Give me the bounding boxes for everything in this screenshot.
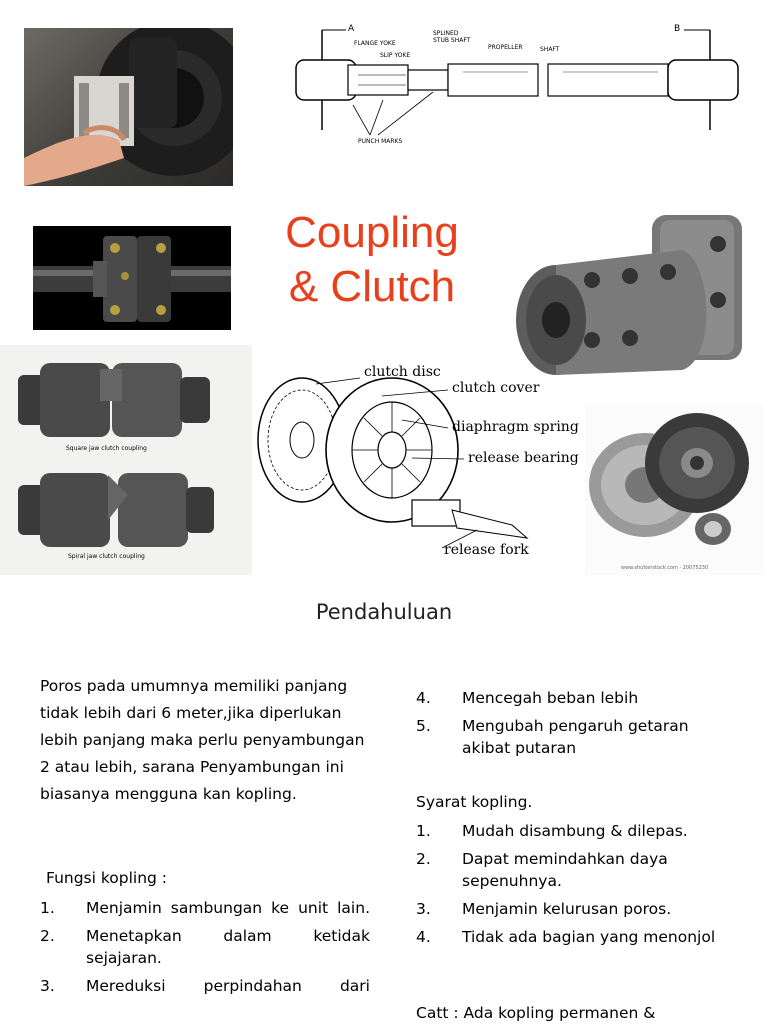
flange-coupling-photo [33,226,231,330]
list-item-number: 5. [416,717,431,735]
list-item-number: 3. [40,977,55,995]
list-item-number: 3. [416,900,431,918]
label-splined-stub-shaft: SPLINED STUB SHAFT [433,30,471,44]
list-item-number: 2. [416,850,431,868]
clutch-assembly-diagram [252,360,582,575]
jaw-coupling-photo [512,210,768,380]
coupling-on-wheel-photo [24,28,233,186]
intro-paragraph: Poros pada umumnya memiliki panjang tidak lebih dari 6 meter,jika diperlukan lebih panjang maka perlu penyambungan 2 atau lebih, sarana Penyambungan ini biasanya mengguna kan kopling. [40,677,365,803]
list-item [416,848,726,892]
label-propeller: PROPELLER [488,44,523,51]
syarat-list [416,820,726,954]
syarat-heading: Syarat kopling. [416,793,533,811]
list-item-text: Mudah disambung & dilepas. [462,822,688,840]
list-item [40,925,370,969]
caption-square-jaw: Square jaw clutch coupling [66,445,147,452]
label-shaft: SHAFT [540,46,560,53]
list-item-number: 2. [40,927,55,945]
list-item-text: Menjamin sambungan ke unit lain. [86,899,370,917]
list-item-text: Menjamin kelurusan poros. [462,900,672,918]
caption-spiral-jaw: Spiral jaw clutch coupling [68,553,145,560]
slide-title [262,206,482,314]
note-text: Catt : Ada kopling permanen & [416,1004,656,1022]
marker-a: A [348,24,355,34]
title-line-1: Coupling [285,208,459,257]
section-title: Pendahuluan [315,600,453,624]
list-item-text: Dapat memindahkan daya sepenuhnya. [462,850,668,890]
list-item-text: Menetapkan dalam ketidak sejajaran. [86,927,370,967]
label-clutch-disc: clutch disc [364,364,441,380]
fungsi-list [40,897,370,1003]
list-item-text: Mereduksi perpindahan dari [86,977,370,995]
label-punch-marks: PUNCH MARKS [358,138,403,145]
list-item [416,687,736,709]
label-release-fork: release fork [444,542,529,558]
list-item-text: Tidak ada bagian yang menonjol [462,928,716,946]
list-item-number: 4. [416,689,431,707]
label-release-bearing: release bearing [468,450,579,466]
list-item-number: 1. [416,822,431,840]
propeller-shaft-diagram [288,20,748,155]
fungsi-heading: Fungsi kopling : [46,869,168,887]
photo-watermark: www.shutterstock.com · 20075230 [621,565,709,571]
jaw-clutch-coupling-photo [0,345,252,575]
title-line-2: & Clutch [288,262,456,311]
label-flange-yoke: FLANGE YOKE [354,40,396,47]
list-item-number: 1. [40,899,55,917]
label-slip-yoke: SLIP YOKE [380,52,411,59]
list-item-text: Mencegah beban lebih [462,689,639,707]
marker-b: B [674,24,681,34]
label-clutch-cover: clutch cover [452,380,540,396]
fungsi-list-continued [416,687,736,765]
list-item [416,820,726,842]
list-item [416,898,726,920]
list-item-text: Mengubah pengaruh getaran akibat putaran [462,717,689,757]
label-diaphragm-spring: diaphragm spring [452,419,579,435]
clutch-kit-photo [585,405,763,575]
list-item [416,926,726,948]
list-item [416,715,736,759]
list-item [40,975,370,997]
list-item-number: 4. [416,928,431,946]
list-item [40,897,370,919]
